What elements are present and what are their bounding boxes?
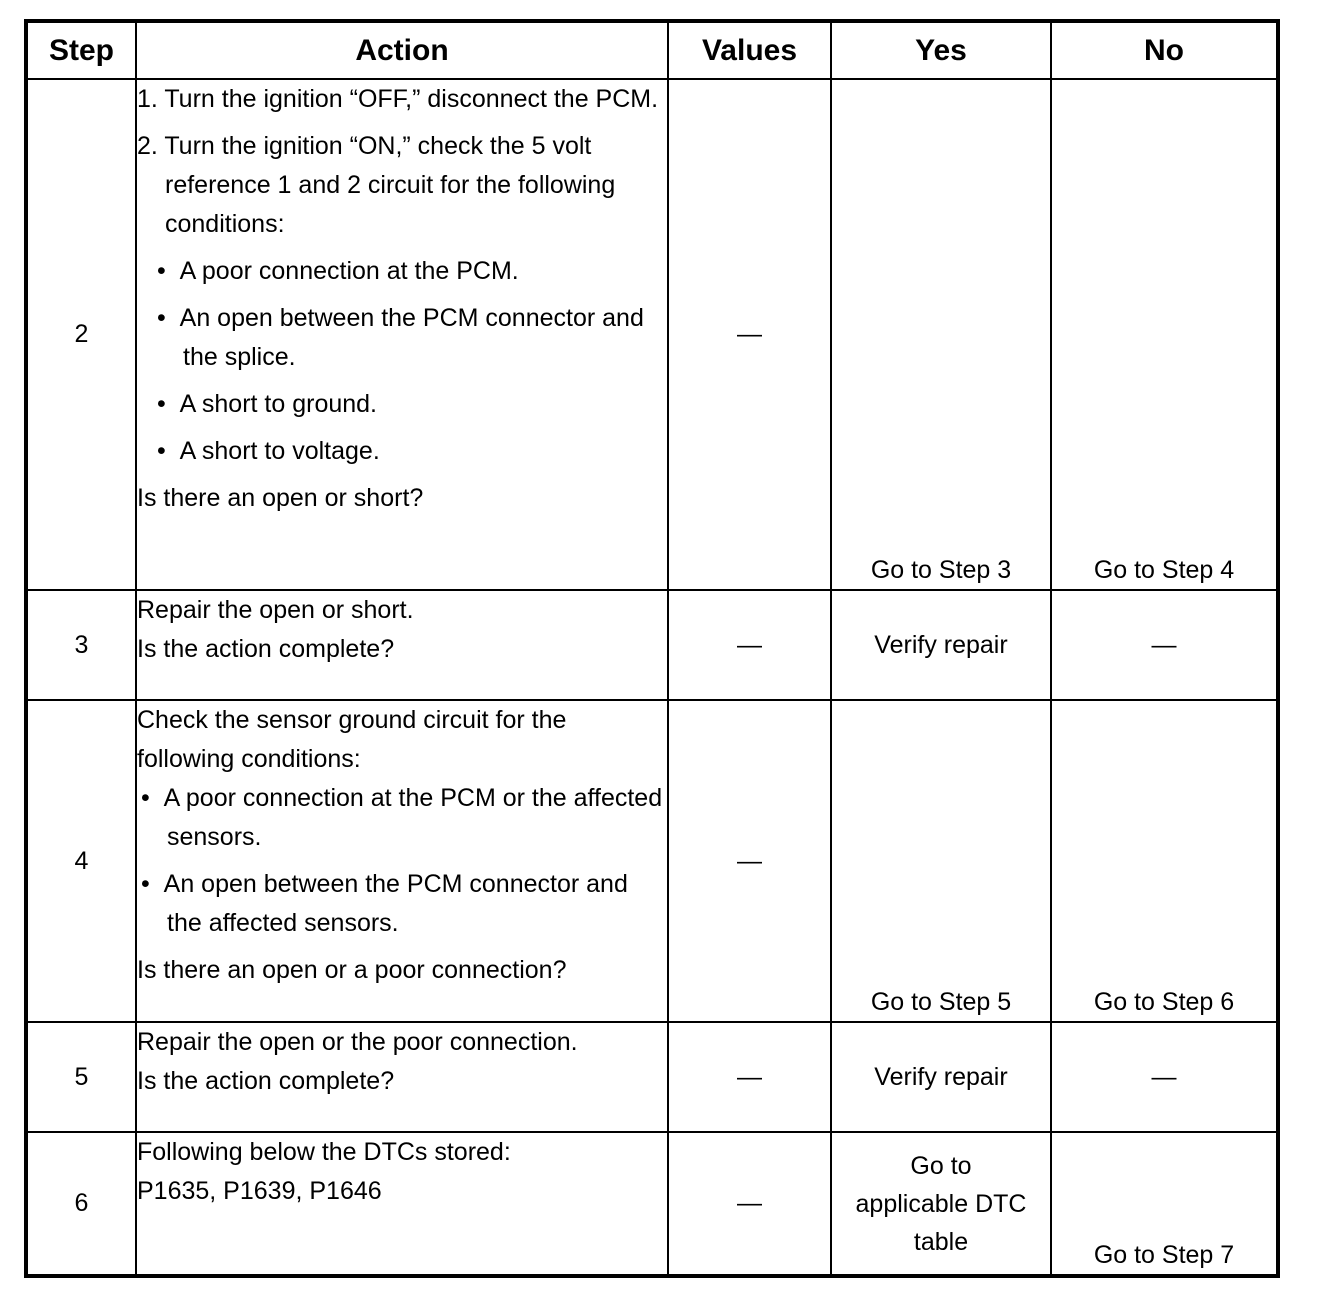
action-line: Repair the open or short. [137,596,414,624]
step-number: 6 [26,1132,136,1276]
action-bullet: • An open between the PCM connector and the affected sensors. [141,870,628,937]
action-question: Is the action complete? [137,635,395,663]
step-number: 3 [26,590,136,700]
header-yes: Yes [831,21,1051,79]
step-number: 2 [26,79,136,590]
no-cell: Go to Step 7 [1051,1132,1278,1276]
action-cell [136,79,668,590]
action-item-1: 1. Turn the ignition “OFF,” disconnect the PCM. [137,85,659,113]
values-cell [668,700,831,1022]
yes-cell: Go to applicable DTC table [831,1132,1051,1276]
action-bullet: • A short to ground. [157,390,378,418]
action-line: Following below the DTCs stored: [137,1138,511,1166]
action-question: Is the action complete? [137,1067,395,1095]
yes-cell: Go to Step 5 [831,700,1051,1022]
header-values: Values [668,21,831,79]
no-cell: Go to Step 6 [1051,700,1278,1022]
values-cell [668,79,831,590]
yes-cell: Verify repair [831,590,1051,700]
header-step: Step [26,21,136,79]
dash-value: — [737,320,762,348]
dash-value: — [737,846,762,875]
table-row-step-3 [26,590,1278,700]
action-bullet: • A poor connection at the PCM. [157,257,519,285]
table-row-step-2 [26,79,1278,590]
dash-value: — [737,630,762,659]
header-no: No [1051,21,1278,79]
action-bullet: • A short to voltage. [157,437,380,465]
yes-cell: Go to Step 3 [831,79,1051,590]
values-cell [668,1132,831,1276]
step-number: 4 [26,700,136,1022]
dtc-codes: P1635, P1639, P1646 [137,1177,382,1205]
action-cell [136,1022,668,1132]
table-row-step-4 [26,700,1278,1022]
no-cell: Go to Step 4 [1051,79,1278,590]
table-row-step-6 [26,1132,1278,1276]
action-question: Is there an open or short? [137,484,424,512]
table-row-step-5 [26,1022,1278,1132]
action-cell [136,1132,668,1276]
dash-value: — [737,1062,762,1091]
action-cell [136,590,668,700]
dash-value: — [737,1189,762,1217]
action-line: Repair the open or the poor connection. [137,1028,578,1056]
no-cell: — [1051,1022,1278,1132]
values-cell [668,590,831,700]
yes-cell: Verify repair [831,1022,1051,1132]
step-number: 5 [26,1022,136,1132]
header-row [26,21,1278,79]
no-cell: — [1051,590,1278,700]
action-intro: Check the sensor ground circuit for the following conditions: [137,706,567,773]
action-bullet: • An open between the PCM connector and the splice. [157,304,644,371]
action-question: Is there an open or a poor connection? [137,956,567,984]
action-item-2: 2. Turn the ignition “ON,” check the 5 volt reference 1 and 2 circuit for the following conditions: [137,132,616,238]
action-bullet: • A poor connection at the PCM or the affected sensors. [141,784,663,851]
header-action: Action [136,21,668,79]
values-cell [668,1022,831,1132]
diagnostic-table [24,19,1280,1278]
action-cell [136,700,668,1022]
